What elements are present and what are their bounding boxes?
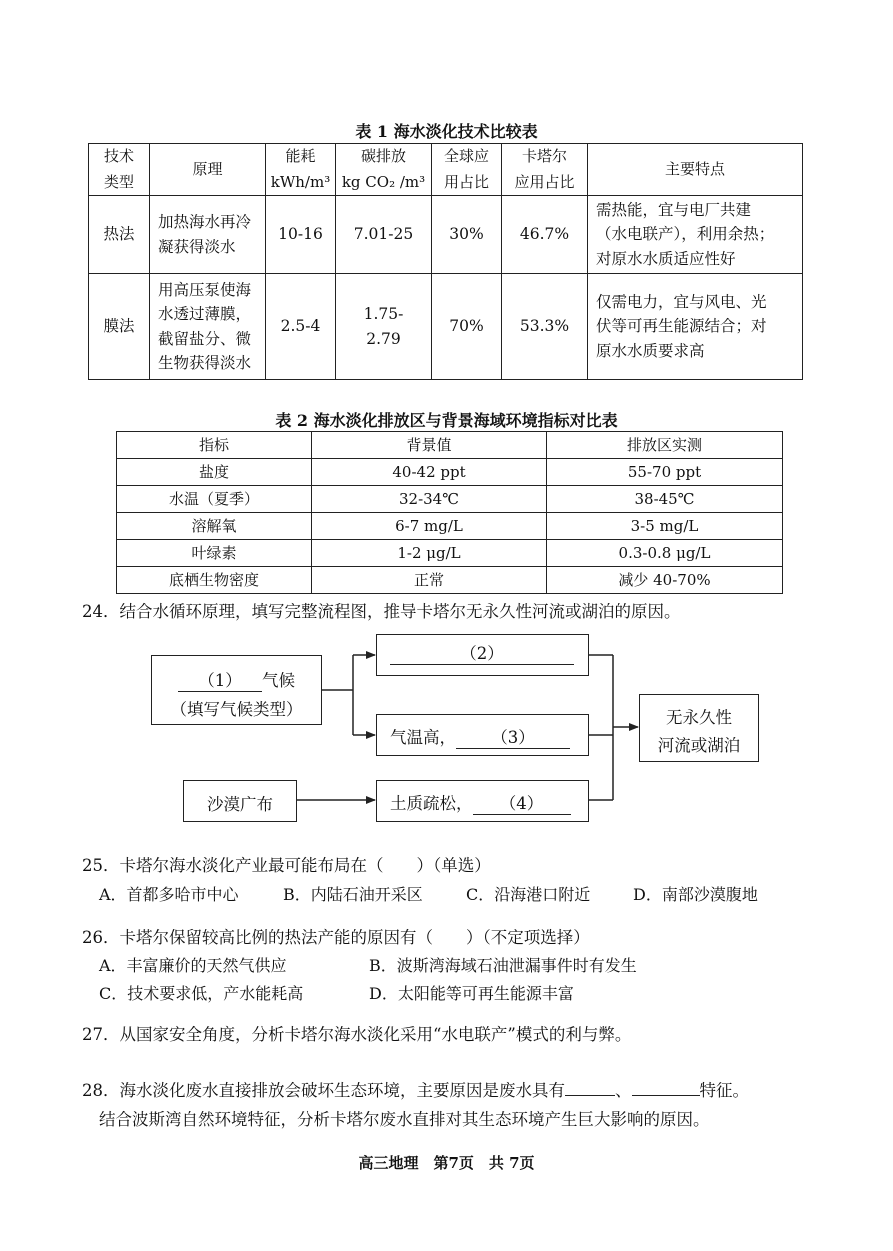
table1-cell: 用高压泵使海 水透过薄膜， 截留盐分、微 生物获得淡水 — [150, 274, 266, 380]
table2-cell: 正常 — [312, 567, 547, 594]
table1-header-cell: 碳排放 kg CO₂ /m³ — [336, 144, 432, 196]
table1-header-cell: 主要特点 — [588, 144, 803, 196]
q25-option-d[interactable]: D．南部沙漠腹地 — [633, 885, 758, 904]
q28-blank-2[interactable] — [632, 1077, 700, 1096]
q28-text-a: 28．海水淡化废水直接排放会破坏生态环境，主要原因是废水具有 — [82, 1081, 565, 1100]
q28-blank-1[interactable] — [565, 1077, 615, 1096]
question-28-line-2: 结合波斯湾自然环境特征，分析卡塔尔废水直排对其生态环境产生巨大影响的原因。 — [99, 1110, 710, 1129]
blank-4[interactable]: （4） — [473, 794, 571, 815]
result-line-1: 无永久性 — [666, 708, 732, 727]
table1-cell: 加热海水再冷 凝获得淡水 — [150, 196, 266, 274]
table1-cell: 7.01-25 — [336, 196, 432, 274]
table1-cell: 热法 — [89, 196, 150, 274]
climate-note: （填写气候类型） — [170, 700, 303, 719]
table1-cell: 需热能，宜与电厂共建 （水电联产），利用余热； 对原水水质适应性好 — [588, 196, 803, 274]
table2-caption: 表 2 海水淡化排放区与背景海域环境指标对比表 — [275, 411, 618, 430]
table2-cell: 38-45℃ — [547, 486, 783, 513]
table1-cell: 30% — [432, 196, 502, 274]
blank-2[interactable]: （2） — [390, 644, 574, 665]
q28-separator: 、 — [615, 1081, 632, 1100]
table2-cell: 水温（夏季） — [117, 486, 312, 513]
table2-cell: 0.3-0.8 μg/L — [547, 540, 783, 567]
table1-header-cell: 技术 类型 — [89, 144, 150, 196]
q26-option-c[interactable]: C．技术要求低，产水能耗高 — [99, 984, 304, 1003]
box3-prefix: 气温高， — [390, 728, 456, 747]
flow-box-result — [639, 694, 759, 762]
flow-box-2 — [376, 634, 589, 676]
q26-option-d[interactable]: D．太阳能等可再生能源丰富 — [369, 984, 574, 1003]
table1-header-cell: 原理 — [150, 144, 266, 196]
table2-header-cell: 排放区实测 — [547, 432, 783, 459]
q26-option-b[interactable]: B．波斯湾海域石油泄漏事件时有发生 — [369, 956, 637, 975]
q26-option-a[interactable]: A．丰富廉价的天然气供应 — [99, 956, 287, 975]
table2-cell: 40-42 ppt — [312, 459, 547, 486]
table2-cell: 溶解氧 — [117, 513, 312, 540]
table1-cell: 1.75- 2.79 — [336, 274, 432, 380]
page-footer: 高三地理 第7页 共 7页 — [358, 1154, 535, 1172]
flow-box-3 — [376, 714, 589, 756]
q28-text-b: 特征。 — [699, 1081, 749, 1100]
result-line-2: 河流或湖泊 — [657, 736, 741, 755]
q25-option-b[interactable]: B．内陆石油开采区 — [283, 885, 423, 904]
flow-box-climate — [151, 655, 322, 725]
table1-cell: 仅需电力，宜与风电、光 伏等可再生能源结合；对 原水水质要求高 — [588, 274, 803, 380]
climate-suffix: 气候 — [262, 671, 295, 690]
table1-cell: 46.7% — [502, 196, 588, 274]
table2-cell: 1-2 μg/L — [312, 540, 547, 567]
table2-cell: 盐度 — [117, 459, 312, 486]
flow-box-desert — [183, 780, 297, 822]
table1-cell: 10-16 — [266, 196, 336, 274]
table1-cell: 53.3% — [502, 274, 588, 380]
table2-cell: 3-5 mg/L — [547, 513, 783, 540]
table2-cell: 叶绿素 — [117, 540, 312, 567]
question-28 — [82, 1077, 749, 1101]
table2-cell: 底栖生物密度 — [117, 567, 312, 594]
table1-header-cell: 卡塔尔 应用占比 — [502, 144, 588, 196]
table2-header-cell: 背景值 — [312, 432, 547, 459]
table1-cell: 膜法 — [89, 274, 150, 380]
table1-cell: 70% — [432, 274, 502, 380]
table2-cell: 6-7 mg/L — [312, 513, 547, 540]
table2-cell: 55-70 ppt — [547, 459, 783, 486]
question-26: 26．卡塔尔保留较高比例的热法产能的原因有（ ）（不定项选择） — [82, 928, 590, 947]
table1-cell: 2.5-4 — [266, 274, 336, 380]
blank-1[interactable]: （1） — [178, 671, 262, 692]
question-24: 24．结合水循环原理，填写完整流程图，推导卡塔尔无永久性河流或湖泊的原因。 — [82, 602, 681, 621]
box5-prefix: 土质疏松， — [390, 794, 473, 813]
q25-option-a[interactable]: A．首都多哈市中心 — [99, 885, 239, 904]
question-27: 27．从国家安全角度，分析卡塔尔海水淡化采用“水电联产”模式的利与弊。 — [82, 1025, 632, 1044]
table2-cell: 32-34℃ — [312, 486, 547, 513]
table1-header-cell: 能耗 kWh/m³ — [266, 144, 336, 196]
flow-box-5 — [376, 780, 589, 822]
table1-caption: 表 1 海水淡化技术比较表 — [355, 122, 538, 141]
question-25: 25．卡塔尔海水淡化产业最可能布局在（ ）（单选） — [82, 856, 491, 875]
table1-header-cell: 全球应 用占比 — [432, 144, 502, 196]
table2-header-cell: 指标 — [117, 432, 312, 459]
q25-option-c[interactable]: C．沿海港口附近 — [466, 885, 591, 904]
desert-label: 沙漠广布 — [207, 795, 273, 814]
blank-3[interactable]: （3） — [456, 728, 570, 749]
table2-cell: 减少 40-70% — [547, 567, 783, 594]
